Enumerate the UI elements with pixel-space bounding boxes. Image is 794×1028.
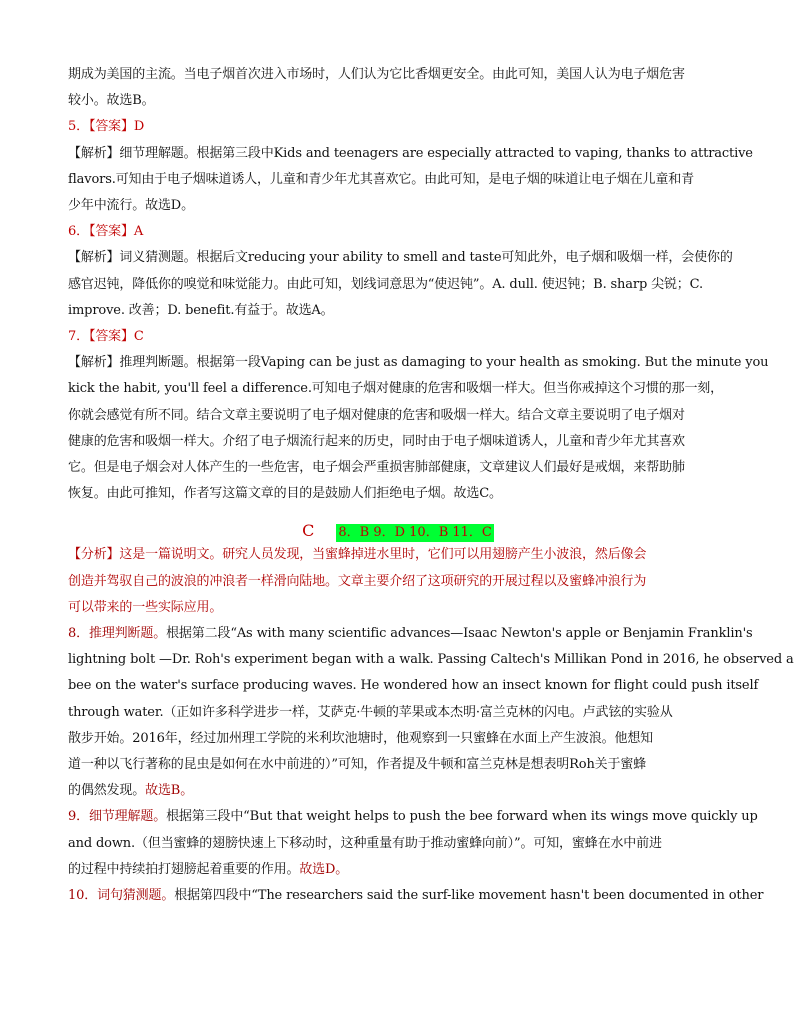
- q5-explanation-line: 【解析】细节理解题。根据第三段中Kids and teenagers are especially attracted to vaping, thanks to attractive: [68, 145, 753, 161]
- q7-answer-line: [68, 324, 728, 350]
- analysis-line: 创造并驾驭自己的波浪的冲浪者一样滑向陆地。文章主要介绍了这项研究的开展过程以及蜜蜂冲浪行为: [68, 573, 647, 589]
- q5-answer-line: [68, 114, 728, 140]
- q7-explanation-line: 恢复。由此可推知，作者写这篇文章的目的是鼓励人们拒绝电子烟。故选C。: [68, 486, 502, 502]
- q6-explanation-line: 感官迟钝，降低你的嗅觉和味觉能力。由此可知，划线词意思为“使迟钝”。A. dull. 使迟钝；B. sharp 尖锐；C.: [68, 276, 703, 292]
- q8-line: [68, 621, 753, 647]
- answer-key-first: C: [302, 521, 315, 541]
- q6-number: 6．: [68, 224, 89, 240]
- q9-line: [68, 857, 728, 883]
- q9-line: [68, 804, 758, 830]
- q8-line: lightning bolt —Dr. Roh's experiment began with a walk. Passing Caltech's Millikan Pond in 2016, he observed a: [68, 652, 794, 668]
- q8-line: through water.（正如许多科学进步一样，艾萨克·牛顿的苹果或本杰明·富兰克林的闪电。卢武铉的实验从: [68, 704, 673, 720]
- q8-line: bee on the water's surface producing waves. He wondered how an insect known for flight could push itself: [68, 678, 759, 694]
- q7-explanation-line: kick the habit, you'll feel a difference.可知电子烟对健康的危害和吸烟一样大。但当你戒掉这个习惯的那一刻，: [68, 381, 724, 397]
- q9-label: 9．细节理解题。: [68, 809, 167, 825]
- q7-explanation-line: 它。但是电子烟会对人体产生的一些危害，电子烟会严重损害肺部健康，文章建议人们最好是戒烟，来帮助肺: [68, 460, 685, 476]
- q10-line: [68, 883, 764, 909]
- q8-line: [68, 778, 728, 804]
- q7-answer: 【答案】C: [88, 329, 144, 345]
- q8-text: 的偶然发现。: [68, 783, 146, 799]
- q7-explanation-line: 你就会感觉有所不同。结合文章主要说明了电子烟对健康的危害和吸烟一样大。结合文章主要说明了电子烟对: [68, 407, 685, 423]
- q4-tail-line-1: 期成为美国的主流。当电子烟首次进入市场时，人们认为它比香烟更安全。由此可知，美国人认为电子烟危害: [68, 67, 685, 82]
- q8-text: 根据第二段“As with many scientific advances—Isaac Newton's apple or Benjamin Franklin's: [166, 626, 753, 642]
- q8-line: 道一种以飞行著称的昆虫是如何在水中前进的）”可知，作者提及牛顿和富兰克林是想表明Roh关于蜜蜂: [68, 757, 647, 773]
- document-page: [68, 62, 794, 909]
- q5-answer: 【答案】D: [88, 119, 145, 135]
- q5-explanation-line: flavors.可知由于电子烟味道诱人，儿童和青少年尤其喜欢它。由此可知，是电子烟的味道让电子烟在儿童和青: [68, 171, 694, 187]
- answer-key-row: [68, 507, 728, 542]
- answer-key-highlight: 8．B 9．D 10．B 11．C: [338, 525, 492, 541]
- q9-text: 根据第三段中“But that weight helps to push the bee forward when its wings move quickly up: [166, 809, 758, 825]
- analysis-line: 【分析】这是一篇说明文。研究人员发现，当蜜蜂掉进水里时，它们可以用翅膀产生小波浪，然后像会: [68, 547, 647, 563]
- q6-explanation-line: 【解析】词义猜测题。根据后文reducing your ability to smell and taste可知此外，电子烟和吸烟一样，会使你的: [68, 250, 733, 266]
- q7-explanation-line: 【解析】推理判断题。根据第一段Vaping can be just as damaging to your health as smoking. But the minute you: [68, 355, 769, 371]
- q5-number: 5．: [68, 119, 89, 135]
- q10-label: 10．词句猜测题。: [68, 888, 175, 904]
- q9-text: 的过程中持续拍打翅膀起着重要的作用。: [68, 861, 300, 877]
- q6-explanation-line: improve. 改善；D. benefit.有益于。故选A。: [68, 302, 334, 318]
- q9-line: and down.（但当蜜蜂的翅膀快速上下移动时，这种重量有助于推动蜜蜂向前）”。可知，蜜蜂在水中前进: [68, 835, 662, 851]
- q10-text: 根据第四段中“The researchers said the surf-like movement hasn't been documented in other: [174, 888, 764, 904]
- q6-answer-line: [68, 219, 728, 245]
- q5-explanation-line: 少年中流行。故选D。: [68, 198, 194, 214]
- analysis-line: 可以带来的一些实际应用。: [68, 599, 223, 615]
- q9-choice: 故选D。: [299, 861, 349, 877]
- q7-explanation-line: 健康的危害和吸烟一样大。介绍了电子烟流行起来的历史，同时由于电子烟味道诱人，儿童和青少年尤其喜欢: [68, 433, 685, 449]
- q8-choice: 故选B。: [145, 783, 194, 799]
- q7-number: 7．: [68, 329, 89, 345]
- q8-line: 散步开始。2016年，经过加州理工学院的米利坎池塘时，他观察到一只蜜蜂在水面上产生波浪。他想知: [68, 730, 654, 746]
- q6-answer: 【答案】A: [88, 224, 144, 240]
- q4-tail-line-2: 较小。故选B。: [68, 93, 155, 109]
- q8-label: 8．推理判断题。: [68, 626, 167, 642]
